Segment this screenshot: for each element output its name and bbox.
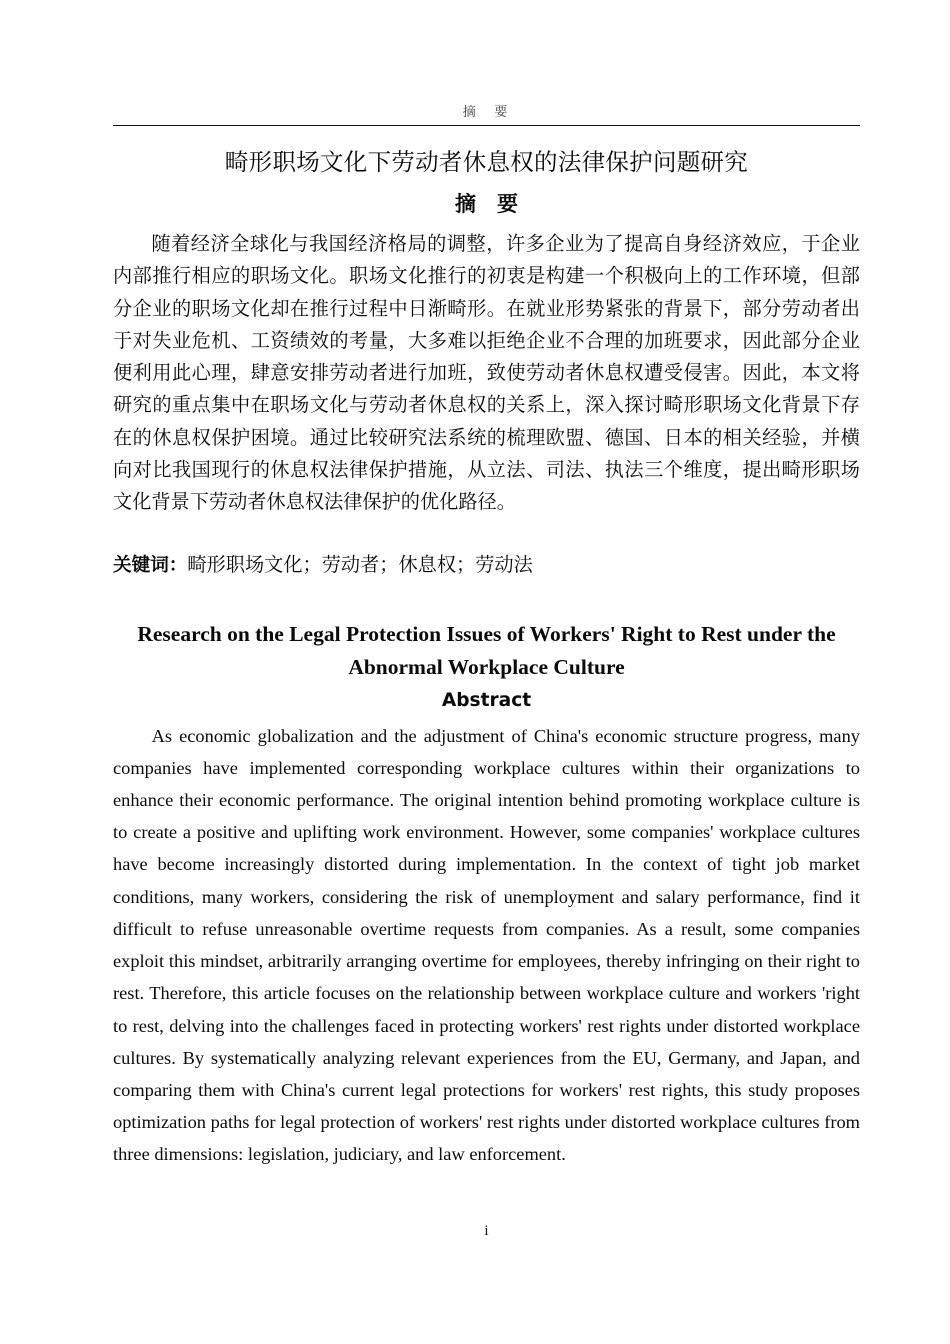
chinese-keywords-values: 畸形职场文化；劳动者；休息权；劳动法	[187, 554, 533, 576]
running-header-text: 摘 要	[462, 104, 511, 119]
page-number: i	[484, 1223, 489, 1239]
chinese-keywords-label: 关键词：	[113, 554, 188, 576]
english-abstract-paragraph: As economic globalization and the adjustment of China's economic structure progress, many companies have implemented corresponding workplace cultures within their organizations to enhance their economic performance. The original intention behind promoting workplace culture is to create a positive and uplifting work environment. However, some companies' workplace cultures have become increasingly distorted during implementation. In the context of tight job market conditions, many workers, considering the risk of unemployment and salary performance, find it difficult to refuse unreasonable overtime requests from companies. As a result, some companies exploit this mindset, arbitrarily arranging overtime for employees, thereby infringing on their right to rest. Therefore, this article focuses on the relationship between workplace culture and workers 'right to rest, delving into the challenges faced in protecting workers' rest rights under distorted workplace cultures. By systematically analyzing relevant experiences from the EU, Germany, and Japan, and comparing them with China's current legal protections for workers' rest rights, this study proposes optimization paths for legal protection of workers' rest rights under distorted workplace cultures from three dimensions: legislation, judiciary, and law enforcement.	[113, 725, 860, 1165]
english-abstract-heading: Abstract	[441, 689, 532, 711]
chinese-abstract-paragraph: 随着经济全球化与我国经济格局的调整，许多企业为了提高自身经济效应，于企业内部推行相应的职场文化。职场文化推行的初衷是构建一个积极向上的工作环境，但部分企业的职场文化却在推行过程中日渐畸形。在就业形势紧张的背景下，部分劳动者出于对失业危机、工资绩效的考量，大多难以拒绝企业不合理的加班要求，因此部分企业便利用此心理，肆意安排劳动者进行加班，致使劳动者休息权遭受侵害。因此，本文将研究的重点集中在职场文化与劳动者休息权的关系上，深入探讨畸形职场文化背景下存在的休息权保护困境。通过比较研究法系统的梳理欧盟、德国、日本的相关经验，并横向对比我国现行的休息权法律保护措施，从立法、司法、执法三个维度，提出畸形职场文化背景下劳动者休息权法律保护的优化路径。	[113, 234, 860, 514]
chinese-keywords	[113, 550, 860, 582]
chinese-title: 畸形职场文化下劳动者休息权的法律保护问题研究	[224, 148, 749, 176]
document-content	[113, 143, 860, 1171]
page-footer	[113, 1222, 860, 1240]
running-header	[113, 103, 860, 134]
english-title: Research on the Legal Protection Issues of Workers' Right to Rest under the Abnormal Workplace Culture	[137, 621, 836, 679]
header-divider	[113, 125, 860, 126]
chinese-abstract-heading: 摘 要	[455, 192, 518, 216]
